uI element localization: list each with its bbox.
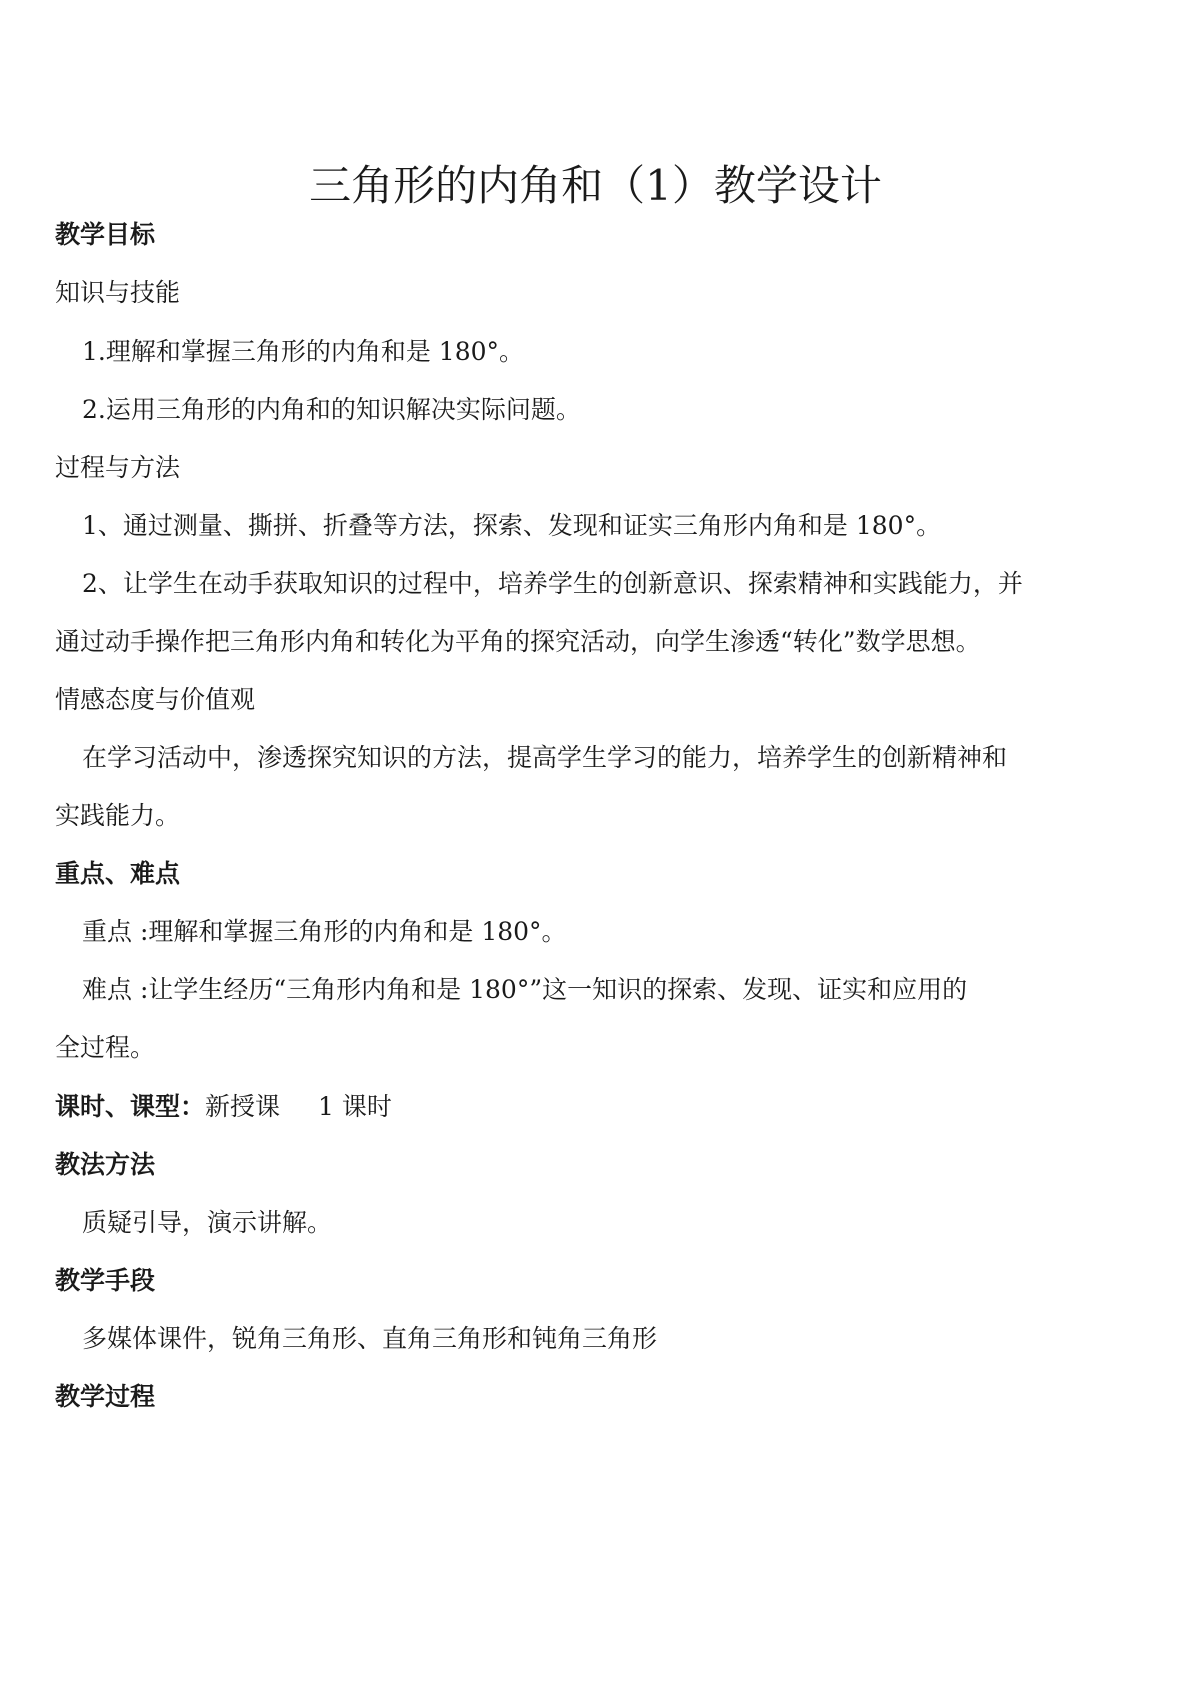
knowledge-item-2: 2.运用三角形的内角和的知识解决实际问题。 — [82, 395, 581, 424]
process-method-heading: 过程与方法 — [55, 453, 181, 482]
method-text: 质疑引导，演示讲解。 — [82, 1208, 333, 1237]
lesson-hours: 1 课时 — [318, 1092, 392, 1121]
knowledge-heading: 知识与技能 — [55, 278, 181, 307]
lesson-label: 课时、课型： — [55, 1092, 206, 1121]
process-item-2-line-2: 通过动手操作把三角形内角和转化为平角的探究活动，向学生渗透“转化”数学思想。 — [55, 627, 981, 656]
difficult-point-line-2: 全过程。 — [55, 1033, 156, 1062]
objectives-heading: 教学目标 — [55, 220, 156, 249]
knowledge-item-1: 1.理解和掌握三角形的内角和是 180°。 — [82, 337, 525, 366]
lesson-row — [55, 1090, 1145, 1124]
emotion-line-1: 在学习活动中，渗透探究知识的方法，提高学生学习的能力，培养学生的创新精神和 — [82, 743, 1008, 772]
key-points-heading: 重点、难点 — [55, 859, 181, 888]
process-item-2-line-1: 2、让学生在动手获取知识的过程中，培养学生的创新意识、探索精神和实践能力，并 — [82, 569, 1023, 598]
lesson-type: 新授课 — [205, 1092, 281, 1121]
emotion-line-2: 实践能力。 — [55, 801, 181, 830]
difficult-point-line-1: 难点 :让学生经历“三角形内角和是 180°”这一知识的探索、发现、证实和应用的 — [82, 975, 968, 1004]
key-point: 重点 :理解和掌握三角形的内角和是 180°。 — [82, 917, 567, 946]
method-heading: 教法方法 — [55, 1150, 156, 1179]
document-title: 三角形的内角和（1）教学设计 — [309, 161, 882, 210]
means-heading: 教学手段 — [55, 1266, 156, 1295]
process-heading: 教学过程 — [55, 1382, 156, 1411]
process-item-1: 1、通过测量、撕拼、折叠等方法，探索、发现和证实三角形内角和是 180°。 — [82, 511, 942, 540]
means-text: 多媒体课件，锐角三角形、直角三角形和钝角三角形 — [82, 1324, 658, 1353]
emotion-heading: 情感态度与价值观 — [55, 685, 256, 714]
